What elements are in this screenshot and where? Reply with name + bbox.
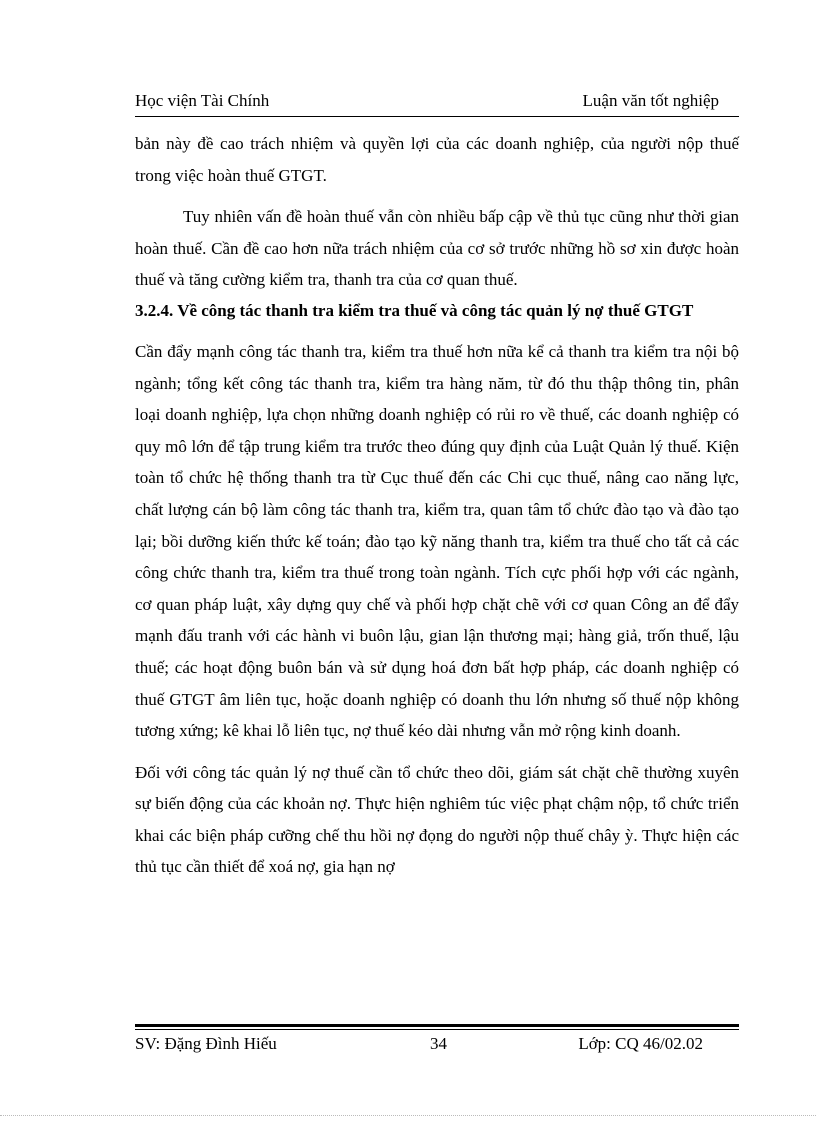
page-body [135,128,739,883]
header-rule [135,116,739,117]
paragraph-3: Cần đẩy mạnh công tác thanh tra, kiểm tra thuế hơn nữa kể cả thanh tra kiểm tra nội bộ ngành; tổng kết công tác thanh tra, kiểm tra hàng năm, từ đó thu thập thông tin, phân loại doanh nghiệp, lựa chọn những doanh nghiệp có rủi ro về thuế, các doanh nghiệp có quy mô lớn để tập trung kiểm tra trước theo đúng quy định của Luật Quản lý thuế. Kiện toàn tổ chức hệ thống thanh tra từ Cục thuế đến các Chi cục thuế, nâng cao năng lực, chất lượng cán bộ làm công tác thanh tra, kiểm tra, quan tâm tổ chức đào tạo và đào tạo lại; bồi dưỡng kiến thức kế toán; đào tạo kỹ năng thanh tra, kiểm tra thuế cho tất cả các công chức thanh tra, kiểm tra thuế trong toàn ngành. Tích cực phối hợp với các ngành, cơ quan pháp luật, xây dựng quy chế và phối hợp chặt chẽ với cơ quan Công an để đẩy mạnh đấu tranh với các hành vi buôn lậu, gian lận thương mại; hàng giả, trốn thuế, lậu thuế; các hoạt động buôn bán và sử dụng hoá đơn bất hợp pháp, các doanh nghiệp có thuế GTGT âm liên tục, hoặc doanh nghiệp có doanh thu lớn nhưng số thuế nộp không tương xứng; kê khai lỗ liên tục, nợ thuế kéo dài nhưng vẫn mở rộng kinh doanh. [135,341,739,741]
header-institution: Học viện Tài Chính [135,91,270,110]
footer-rule-thin [135,1029,739,1030]
header-document-type: Luận văn tốt nghiệp [582,91,719,110]
section-heading: 3.2.4. Về công tác thanh tra kiểm tra thuế và công tác quản lý nợ thuế GTGT [135,300,694,320]
page-footer [135,1034,739,1058]
page-number: 34 [430,1034,447,1053]
footer-class: Lớp: CQ 46/02.02 [578,1034,703,1053]
footer-student: SV: Đặng Đình Hiếu [135,1034,277,1053]
paragraph-4: Đối với công tác quản lý nợ thuế cần tổ chức theo dõi, giám sát chặt chẽ thường xuyên sự biến động của các khoản nợ. Thực hiện nghiêm túc việc phạt chậm nộp, tổ chức triển khai các biện pháp cưỡng chế thu hồi nợ đọng do người nộp thuế chây ỳ. Thực hiện các thủ tục cần thiết để xoá nợ, gia hạn nợ [135,762,739,877]
page-bottom-border [0,1115,816,1116]
page-header [135,91,739,115]
paragraph-2: Tuy nhiên vấn đề hoàn thuế vẫn còn nhiều bấp cập về thủ tục cũng như thời gian hoàn thuế. Cần đề cao hơn nữa trách nhiệm của cơ sở trước những hồ sơ xin được hoàn thuế và tăng cường kiểm tra, thanh tra của cơ quan thuế. [135,207,739,290]
paragraph-1: bản này đề cao trách nhiệm và quyền lợi của các doanh nghiệp, của người nộp thuế trong việc hoàn thuế GTGT. [135,134,739,185]
footer-rule-thick [135,1024,739,1027]
